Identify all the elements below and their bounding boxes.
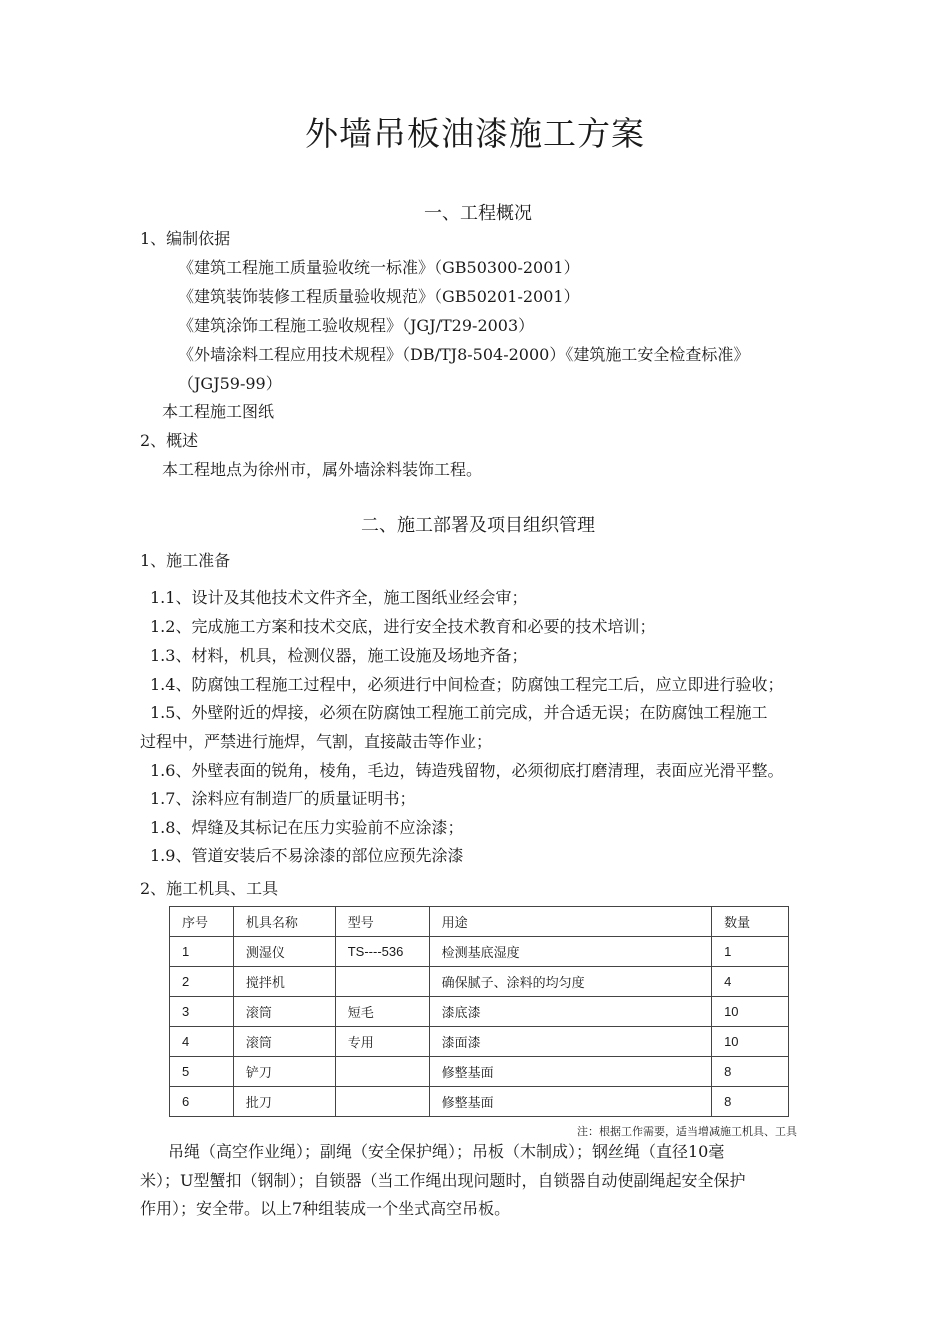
table-row	[170, 1027, 789, 1057]
table-cell: 漆面漆	[429, 1027, 711, 1057]
prep-item: 1.6、外壁表面的锐角，棱角，毛边，铸造残留物，必须彻底打磨清理，表面应光滑平整。	[150, 761, 784, 780]
table-cell: 漆底漆	[429, 997, 711, 1027]
reference-item: 《建筑工程施工质量验收统一标准》（GB50300-2001）	[178, 258, 580, 277]
table-cell: 批刀	[233, 1087, 335, 1117]
hanging-board-paragraph	[140, 1138, 808, 1224]
table-cell: 测湿仪	[233, 937, 335, 967]
table-cell: TS----536	[335, 937, 429, 967]
table-cell: 专用	[335, 1027, 429, 1057]
table-cell: 8	[712, 1087, 789, 1117]
table-row	[170, 997, 789, 1027]
reference-item: （JGJ59-99）	[178, 374, 282, 393]
section-heading-overview: 一、工程概况	[424, 203, 532, 224]
table-cell: 检测基底湿度	[429, 937, 711, 967]
prep-item: 1.5、外壁附近的焊接，必须在防腐蚀工程施工前完成，并合适无误；在防腐蚀工程施工	[150, 703, 768, 722]
table-cell: 2	[170, 967, 234, 997]
reference-item: 《外墙涂料工程应用技术规程》（DB/TJ8-504-2000）《建筑施工安全检查标准》	[178, 345, 750, 364]
table-row	[170, 1057, 789, 1087]
table-cell: 滚筒	[233, 997, 335, 1027]
table-cell	[335, 967, 429, 997]
prep-item: 1.7、涂料应有制造厂的质量证明书；	[150, 789, 416, 808]
header-cell: 机具名称	[233, 907, 335, 937]
table-cell: 1	[712, 937, 789, 967]
prep-item: 1.4、防腐蚀工程施工过程中，必须进行中间检查；防腐蚀工程完工后，应立即进行验收；	[150, 675, 784, 694]
overview-text: 本工程地点为徐州市，属外墙涂料装饰工程。	[162, 460, 483, 479]
prep-item: 1.2、完成施工方案和技术交底，进行安全技术教育和必要的技术培训；	[150, 617, 656, 636]
table-row	[170, 937, 789, 967]
prep-item: 1.8、焊缝及其标记在压力实验前不应涂漆；	[150, 818, 464, 837]
table-cell: 确保腻子、涂料的均匀度	[429, 967, 711, 997]
table-cell: 10	[712, 1027, 789, 1057]
paragraph-line: 作用）；安全带。以上7种组装成一个坐式高空吊板。	[140, 1199, 511, 1219]
document-title: 外墙吊板油漆施工方案	[305, 114, 645, 153]
section-heading-deployment: 二、施工部署及项目组织管理	[361, 515, 595, 536]
table-row	[170, 1087, 789, 1117]
paragraph-line: 吊绳（高空作业绳）；副绳（安全保护绳）；吊板（木制成）；钢丝绳（直径10毫	[168, 1142, 725, 1161]
table-footnote: 注：根据工作需要，适当增减施工机具、工具	[577, 1125, 797, 1138]
table-header-row	[170, 907, 789, 937]
table-cell: 搅拌机	[233, 967, 335, 997]
table-cell: 修整基面	[429, 1057, 711, 1087]
header-cell: 序号	[170, 907, 234, 937]
overview-heading: 2、概述	[140, 431, 199, 450]
table-cell: 10	[712, 997, 789, 1027]
table-cell: 4	[712, 967, 789, 997]
basis-heading: 1、编制依据	[140, 229, 231, 248]
drawings-line: 本工程施工图纸	[162, 402, 275, 421]
header-cell: 型号	[335, 907, 429, 937]
header-cell: 用途	[429, 907, 711, 937]
table-cell: 8	[712, 1057, 789, 1087]
header-cell: 数量	[712, 907, 789, 937]
table-cell: 修整基面	[429, 1087, 711, 1117]
table-cell	[335, 1057, 429, 1087]
reference-item: 《建筑装饰装修工程质量验收规范》（GB50201-2001）	[178, 287, 580, 306]
table-cell: 4	[170, 1027, 234, 1057]
table-cell: 铲刀	[233, 1057, 335, 1087]
table-cell: 短毛	[335, 997, 429, 1027]
reference-item: 《建筑涂饰工程施工验收规程》（JGJ/T29-2003）	[178, 316, 535, 335]
prep-item-continued: 过程中，严禁进行施焊，气割，直接敲击等作业；	[140, 732, 493, 751]
table-cell: 5	[170, 1057, 234, 1087]
table-row	[170, 967, 789, 997]
table-cell: 滚筒	[233, 1027, 335, 1057]
table-cell	[335, 1087, 429, 1117]
tools-table	[169, 906, 789, 1117]
prep-item: 1.9、管道安装后不易涂漆的部位应预先涂漆	[150, 846, 464, 865]
table-cell: 6	[170, 1087, 234, 1117]
tools-heading: 2、施工机具、工具	[140, 879, 279, 898]
paragraph-line: 米）；U型蟹扣（钢制）；自锁器（当工作绳出现问题时，自锁器自动使副绳起安全保护	[140, 1170, 746, 1190]
prep-item: 1.1、设计及其他技术文件齐全，施工图纸业经会审；	[150, 588, 528, 607]
table-cell: 1	[170, 937, 234, 967]
table-cell: 3	[170, 997, 234, 1027]
prep-heading: 1、施工准备	[140, 551, 231, 570]
prep-item: 1.3、材料，机具，检测仪器，施工设施及场地齐备；	[150, 646, 528, 665]
